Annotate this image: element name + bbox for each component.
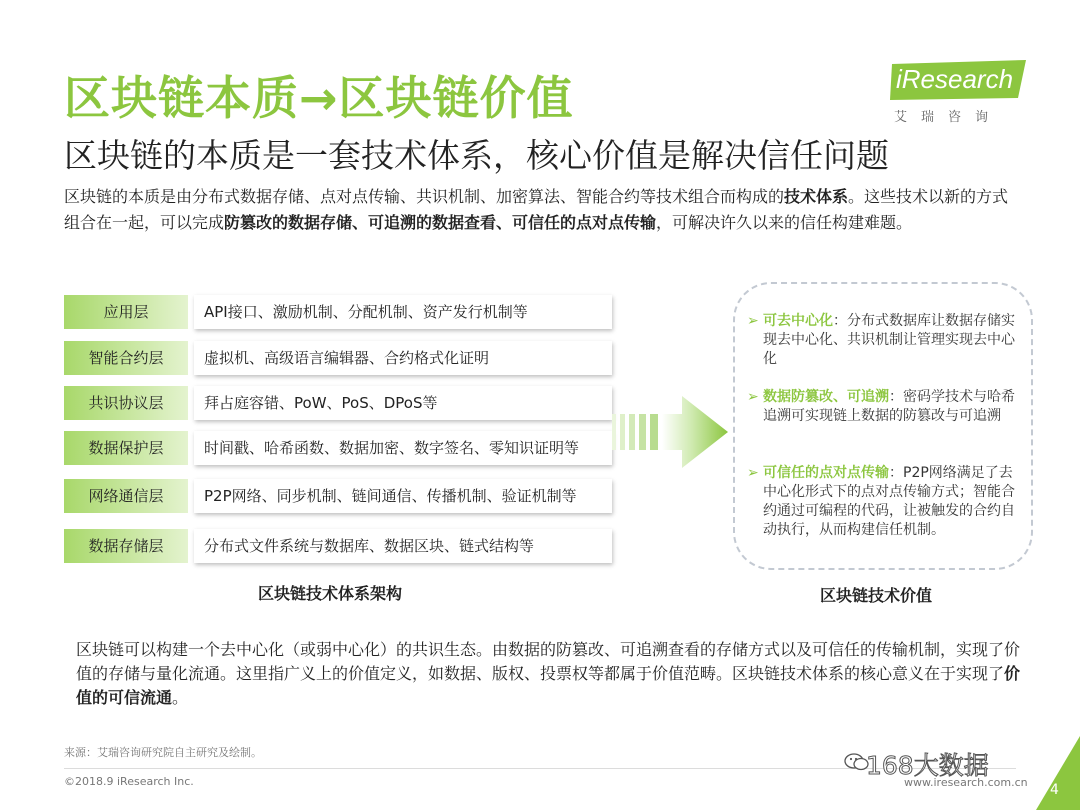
value-head: 可信任的点对点传输 <box>763 465 889 481</box>
value-body: ：P2P网络满足了去中心化形式下的点对点传输方式；智能合约通过可编程的代码，让被触发的合约自动执行，从而构建信任机制。 <box>763 465 1015 538</box>
website-url: www.iresearch.com.cn <box>904 776 1028 789</box>
triangle-bullet-icon: ➢ <box>747 313 759 329</box>
copyright: ©2018.9 iResearch Inc. <box>64 775 194 788</box>
summary-paragraph <box>76 638 1026 710</box>
intro-text-1: 区块链的本质是由分布式数据存储、点对点传输、共识机制、加密算法、智能合约等技术组合而构成的 <box>64 187 785 206</box>
intro-bold-2: 防篡改的数据存储、可追溯的数据查看、可信任的点对点传输 <box>224 213 657 232</box>
source-note: 来源：艾瑞咨询研究院自主研究及绘制。 <box>64 746 262 759</box>
logo-text: iResearch <box>896 64 1014 94</box>
watermark-text: 168大数据 <box>866 751 989 780</box>
value-head: 数据防篡改、可追溯 <box>763 389 889 405</box>
value-panel <box>733 282 1033 570</box>
page-title: 区块链本质→区块链价值 <box>64 71 574 125</box>
layer-desc: 分布式文件系统与数据库、数据区块、链式结构等 <box>194 529 612 563</box>
architecture-caption: 区块链技术体系架构 <box>258 584 403 603</box>
layer-name: 智能合约层 <box>64 341 188 375</box>
layer-name: 共识协议层 <box>64 386 188 420</box>
value-item-tamper-proof <box>747 388 1019 426</box>
layer-smart-contract <box>64 341 612 375</box>
summary-bold: 价值的可信流通 <box>76 664 1021 707</box>
layer-consensus <box>64 386 612 420</box>
layer-desc: 时间戳、哈希函数、数据加密、数字签名、零知识证明等 <box>194 431 612 465</box>
layer-desc: API接口、激励机制、分配机制、资产发行机制等 <box>194 295 612 329</box>
layer-desc: P2P网络、同步机制、链间通信、传播机制、验证机制等 <box>194 479 612 513</box>
big-right-arrow-icon <box>612 396 730 468</box>
intro-text-3: ，可解决许久以来的信任构建难题。 <box>656 213 913 232</box>
value-item-trusted-p2p <box>747 464 1019 540</box>
layer-data-storage <box>64 529 612 563</box>
value-body: ：分布式数据库让数据存储实现去中心化、共识机制让管理实现去中心化 <box>763 313 1015 367</box>
value-caption: 区块链技术价值 <box>820 586 933 605</box>
layer-application <box>64 295 612 329</box>
logo-chinese-text: 艾瑞咨询 <box>894 110 1003 125</box>
value-head: 可去中心化 <box>763 313 833 329</box>
layer-desc: 虚拟机、高级语言编辑器、合约格式化证明 <box>194 341 612 375</box>
summary-text-2: 。 <box>172 688 189 707</box>
triangle-bullet-icon: ➢ <box>747 465 759 481</box>
corner-decoration-icon <box>1036 736 1080 810</box>
intro-bold-1: 技术体系 <box>784 187 849 206</box>
layer-name: 数据存储层 <box>64 529 188 563</box>
intro-paragraph <box>64 184 1014 236</box>
layer-data-protection <box>64 431 612 465</box>
value-item-decentralized <box>747 312 1019 369</box>
iresearch-logo <box>890 58 1030 128</box>
intro-text-2: 。这些技术以新的方式组合在一起，可以完成 <box>64 187 1009 232</box>
layer-desc: 拜占庭容错、PoW、PoS、DPoS等 <box>194 386 612 420</box>
summary-text-1: 区块链可以构建一个去中心化（或弱中心化）的共识生态。由数据的防篡改、可追溯查看的存储方式以及可信任的传输机制，实现了价值的存储与量化流通。这里指广义上的价值定义，如数据、版权、投票权等都属于价值范畴。区块链技术体系的核心意义在于实现了 <box>76 640 1021 683</box>
layer-network <box>64 479 612 513</box>
layer-name: 数据保护层 <box>64 431 188 465</box>
triangle-bullet-icon: ➢ <box>747 389 759 405</box>
layer-name: 应用层 <box>64 295 188 329</box>
page-number: 4 <box>1050 782 1059 798</box>
layer-name: 网络通信层 <box>64 479 188 513</box>
value-body: ：密码学技术与哈希追溯可实现链上数据的防篡改与可追溯 <box>763 389 1015 424</box>
page-subtitle: 区块链的本质是一套技术体系，核心价值是解决信任问题 <box>64 136 889 175</box>
